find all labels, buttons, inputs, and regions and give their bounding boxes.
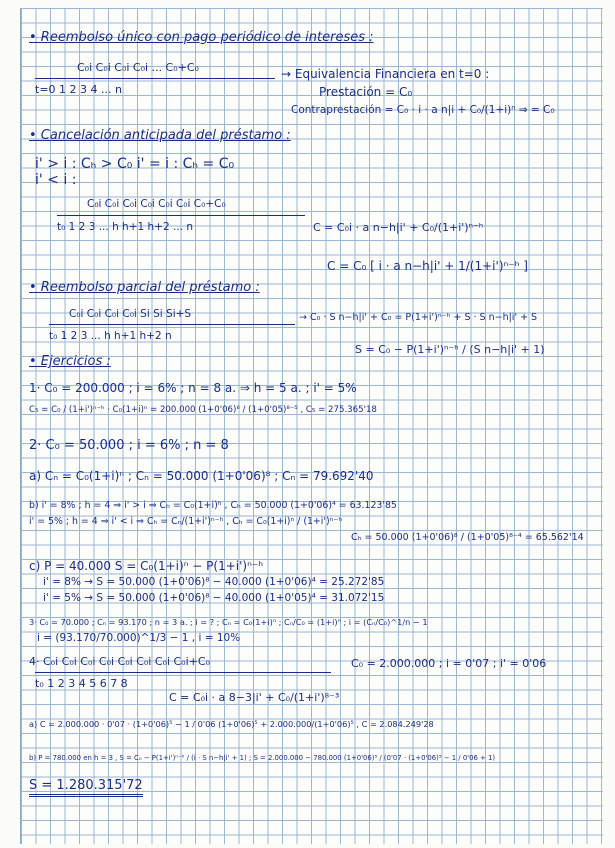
exercise-2c-case-2: i' = 5% → S = 50.000 (1+0'06)⁸ − 40.000 (1+0'05)⁴ = 31.072'15 [43,592,385,604]
timeline-1-payments: C₀i C₀i C₀i C₀i ... C₀+C₀ [77,61,199,74]
timeline-3-payments: C₀i C₀i C₀i C₀i Si Si Si+S [69,308,192,320]
timeline-4-payments: 4· C₀i C₀i C₀i C₀i C₀i C₀i C₀i C₀i+C₀ [29,655,210,668]
cancelacion-formula-1: C = C₀i · a n−h|i' + C₀/(1+i')ⁿ⁻ʰ [313,221,484,234]
timeline-1-axis [35,78,275,79]
exercise-4b: b) P = 780.000 en h = 3 , S = C₀ − P(1+i')ⁿ⁻ʰ / (i · S n−h|i' + 1) ; S = 2.000.000 − 780.000 (1+0'06)⁵ / (0'07 · (1+0'06)⁵ − 1 / 0'06 + 1) [29,754,496,762]
timeline-1-periods: t=0 1 2 3 4 ... n [35,83,122,96]
contraprestacion-formula: Contraprestación = C₀ · i · a n|i + C₀/(1+i)ⁿ ⇒ = C₀ [291,104,555,116]
exercise-1-solution: C₅ = C₀ / (1+i')ⁿ⁻ʰ · C₀(1+i)ⁿ = 200.000 (1+0'06)⁸ / (1+0'05)⁸⁻⁵ , C₅ = 275.365'18 [29,405,377,415]
exercise-4b-result: S = 1.280.315'72 [29,778,143,797]
timeline-2-payments: C₀i C₀i C₀i C₀i C₀i C₀i C₀+C₀ [87,198,226,210]
timeline-4-axis [35,672,331,673]
cancelacion-case-1: i' > i : Cₕ > C₀ i' = i : Cₕ = C₀ [35,156,235,172]
parcial-formula-2: S = C₀ − P(1+i')ⁿ⁻ʰ / (S n−h|i' + 1) [355,343,545,356]
exercise-4-data: C₀ = 2.000.000 ; i = 0'07 ; i' = 0'06 [351,657,547,670]
exercise-2c: c) P = 40.000 S = C₀(1+i)ⁿ − P(1+i')ⁿ⁻ʰ [29,559,264,573]
heading-reembolso-parcial: • Reembolso parcial del préstamo : [29,280,260,295]
exercise-3-result: i = (93.170/70.000)^1/3 − 1 , i = 10% [37,632,241,644]
exercise-3-data: 3· C₀ = 70.000 ; Cₙ = 93.170 ; n = 3 a. ; i = ? ; Cₙ = C₀(1+i)ⁿ ; Cₙ/C₀ = (1+i)ⁿ ; i = (Cₙ/C₀)^1/n − 1 [29,617,428,627]
exercise-2-data: 2· C₀ = 50.000 ; i = 6% ; n = 8 [29,438,229,453]
heading-cancelacion: • Cancelación anticipada del préstamo : [29,128,291,143]
timeline-2-axis [57,215,305,216]
heading-reembolso-unico: • Reembolso único con pago periódico de intereses : [29,30,374,45]
exercise-2a: a) Cₙ = C₀(1+i)ⁿ ; Cₙ = 50.000 (1+0'06)⁸ ; Cₙ = 79.692'40 [29,469,374,483]
graph-paper-sheet [20,8,603,844]
exercise-2b-case-2: i' = 5% ; h = 4 ⇒ i' < i ⇒ Cₕ = Cₙ/(1+i')ⁿ⁻ʰ , Cₕ = C₀(1+i)ⁿ / (1+i')ⁿ⁻ʰ [29,516,343,527]
cancelacion-case-2: i' < i : [35,172,77,188]
exercise-4-formula: C = C₀i · a 8−3|i' + C₀/(1+i')⁸⁻³ [169,691,340,704]
prestacion-label: Prestación = C₀ [319,85,413,99]
exercise-2c-case-1: i' = 8% → S = 50.000 (1+0'06)⁸ − 40.000 (1+0'06)⁴ = 25.272'85 [43,576,385,588]
exercise-1-data: 1· C₀ = 200.000 ; i = 6% ; n = 8 a. ⇒ h = 5 a. ; i' = 5% [29,381,357,395]
equivalencia-label: → Equivalencia Financiera en t=0 : [281,67,490,81]
cancelacion-formula-2: C = C₀ [ i · a n−h|i' + 1/(1+i')ⁿ⁻ʰ ] [327,259,528,273]
exercise-2b-result: Cₕ = 50.000 (1+0'06)⁸ / (1+0'05)⁸⁻⁴ = 65.562'14 [351,532,584,543]
heading-ejercicios: • Ejercicios : [29,354,111,369]
timeline-4-periods: t₀ 1 2 3 4 5 6 7 8 [35,677,128,690]
exercise-4a: a) C = 2.000.000 · 0'07 · (1+0'06)⁵ − 1 / 0'06 (1+0'06)⁵ + 2.000.000/(1+0'06)⁵ , C = 2.084.249'28 [29,719,434,729]
exercise-2b-case-1: b) i' = 8% ; h = 4 ⇒ i' > i ⇒ Cₕ = C₀(1+i)ʰ , Cₕ = 50.000 (1+0'06)⁴ = 63.123'85 [29,500,397,511]
timeline-3-axis [49,324,295,325]
timeline-2-periods: t₀ 1 2 3 ... h h+1 h+2 ... n [57,221,194,233]
timeline-3-periods: t₀ 1 2 3 ... h h+1 h+2 n [49,330,172,342]
parcial-formula-1: → C₀ · S n−h|i' + C₀ = P(1+i')ⁿ⁻ʰ + S · S n−h|i' + S [299,312,538,323]
